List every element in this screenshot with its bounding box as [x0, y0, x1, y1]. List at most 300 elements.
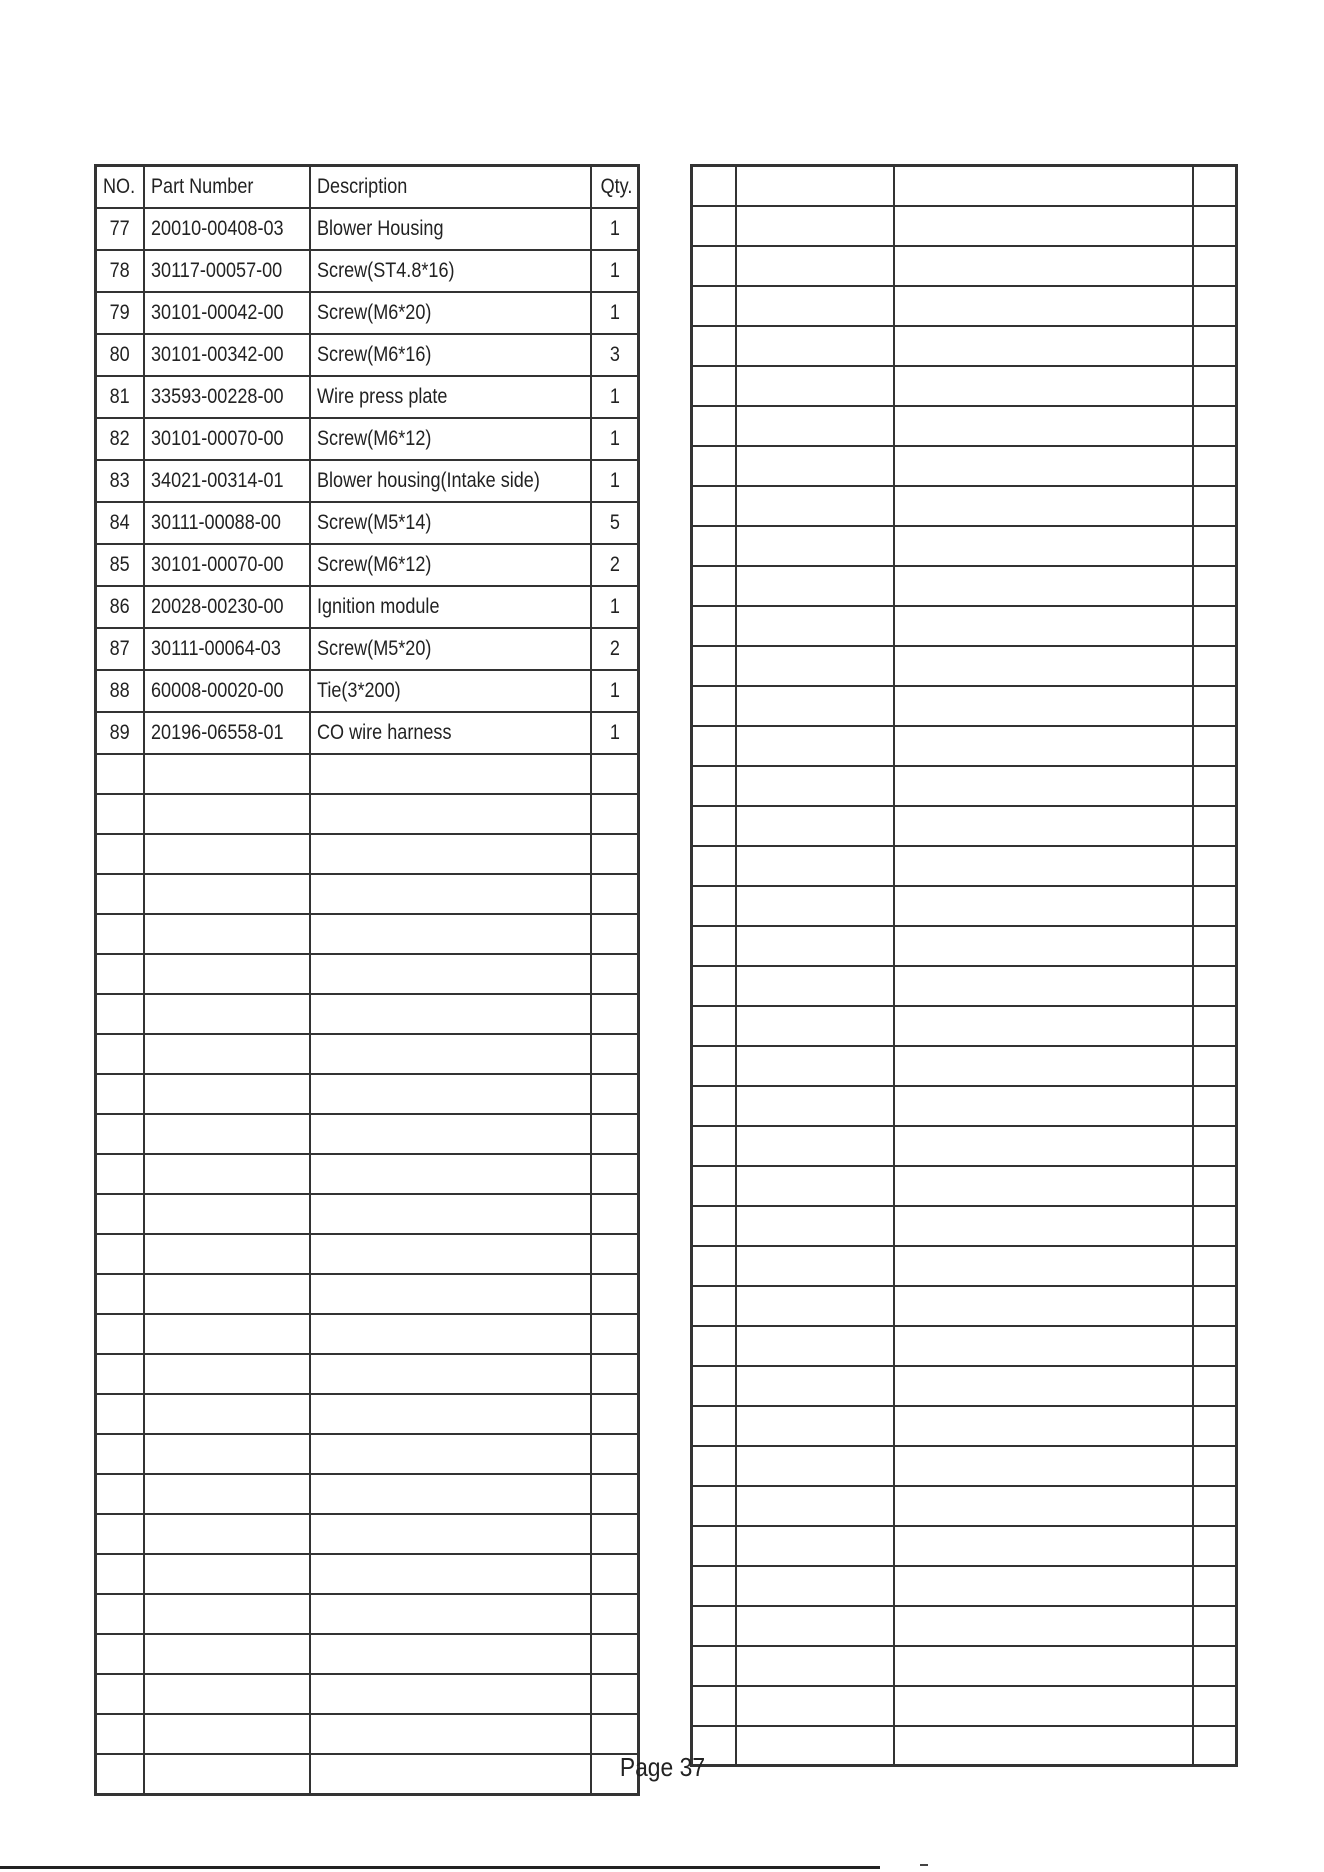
cell-no: [96, 376, 144, 418]
empty-cell: [736, 1486, 894, 1526]
cell-no-text: 80: [109, 343, 130, 366]
cell-part-number: [144, 1554, 310, 1594]
empty-table-row: [96, 1674, 639, 1714]
empty-cell: [894, 1686, 1194, 1726]
empty-cell: [894, 366, 1194, 406]
cell-no: [96, 1634, 144, 1674]
cell-qty: [591, 208, 638, 250]
cell-qty-text: 1: [609, 385, 620, 408]
cell-description: [310, 586, 592, 628]
empty-cell: [894, 966, 1194, 1006]
empty-cell: [736, 326, 894, 366]
cell-qty: [591, 586, 638, 628]
cell-part-number-text: 33593-00228-00: [150, 385, 284, 408]
empty-cell: [692, 1286, 736, 1326]
empty-cell: [894, 1206, 1194, 1246]
empty-cell: [1193, 206, 1236, 246]
cell-part-number: [144, 1394, 310, 1434]
cell-qty: [591, 502, 638, 544]
empty-cell: [1193, 446, 1236, 486]
cell-part-number: [144, 1194, 310, 1234]
empty-cell: [692, 1526, 736, 1566]
cell-part-number: [144, 954, 310, 994]
cell-no: [96, 1194, 144, 1234]
empty-cell: [1193, 366, 1236, 406]
cell-no-text: 84: [109, 511, 130, 534]
empty-table-row: [96, 1594, 639, 1634]
cell-qty-text: 1: [609, 301, 620, 324]
cell-qty-text: 2: [609, 553, 620, 576]
cell-description: [310, 1074, 592, 1114]
cell-part-number: [144, 1594, 310, 1634]
cell-no: [96, 586, 144, 628]
empty-cell: [894, 246, 1194, 286]
table-row: [96, 250, 639, 292]
cell-part-number: [144, 1714, 310, 1754]
cell-description: [310, 1154, 592, 1194]
cell-description: [310, 1594, 592, 1634]
cell-qty: [591, 1354, 638, 1394]
cell-qty-text: 1: [609, 679, 620, 702]
table-row: [96, 208, 639, 250]
cell-description: [310, 502, 592, 544]
cell-description: [310, 376, 592, 418]
empty-cell: [894, 886, 1194, 926]
cell-qty: [591, 1634, 638, 1674]
cell-no-text: 85: [109, 553, 130, 576]
cell-qty-text: 1: [609, 595, 620, 618]
empty-table-row: [692, 1686, 1237, 1726]
empty-cell: [1193, 1446, 1236, 1486]
empty-table-row: [96, 1514, 639, 1554]
empty-table-row: [692, 326, 1237, 366]
cell-qty: [591, 292, 638, 334]
empty-cell: [1193, 566, 1236, 606]
empty-table-row: [96, 874, 639, 914]
empty-table-row: [692, 486, 1237, 526]
cell-part-number: [144, 376, 310, 418]
empty-table-row: [692, 366, 1237, 406]
cell-qty: [591, 1594, 638, 1634]
cell-qty-text: 1: [609, 469, 620, 492]
cell-description: [310, 794, 592, 834]
header-no-label: NO.: [103, 175, 136, 198]
cell-qty: [591, 914, 638, 954]
empty-cell: [894, 1286, 1194, 1326]
empty-cell: [736, 1286, 894, 1326]
empty-table-row: [96, 1554, 639, 1594]
empty-cell: [736, 486, 894, 526]
empty-table-row: [96, 1474, 639, 1514]
empty-table-row: [692, 886, 1237, 926]
cell-qty: [591, 1114, 638, 1154]
cell-qty-text: 1: [609, 721, 620, 744]
empty-cell: [894, 566, 1194, 606]
empty-cell: [692, 1126, 736, 1166]
cell-part-number: [144, 1314, 310, 1354]
cell-no: [96, 914, 144, 954]
empty-cell: [894, 1126, 1194, 1166]
bottom-tick-mark: [920, 1864, 928, 1866]
empty-cell: [894, 766, 1194, 806]
table-row: [96, 460, 639, 502]
empty-cell: [692, 766, 736, 806]
cell-no: [96, 1394, 144, 1434]
cell-qty: [591, 1714, 638, 1754]
cell-description-text: Screw(ST4.8*16): [316, 259, 455, 282]
empty-cell: [1193, 1686, 1236, 1726]
cell-qty: [591, 1034, 638, 1074]
cell-part-number: [144, 754, 310, 794]
empty-cell: [1193, 1086, 1236, 1126]
cell-qty: [591, 834, 638, 874]
empty-table-row: [96, 1074, 639, 1114]
empty-table-row: [96, 994, 639, 1034]
cell-description: [310, 1634, 592, 1674]
cell-no: [96, 874, 144, 914]
empty-table-row: [692, 726, 1237, 766]
bottom-rule: [0, 1866, 880, 1869]
cell-description: [310, 1514, 592, 1554]
cell-part-number-text: 30101-00070-00: [150, 427, 284, 450]
cell-qty: [591, 1154, 638, 1194]
cell-description-text: Blower housing(Intake side): [316, 469, 540, 492]
empty-table-row: [692, 1446, 1237, 1486]
empty-cell: [692, 526, 736, 566]
empty-cell: [736, 1246, 894, 1286]
cell-no: [96, 1114, 144, 1154]
empty-cell: [1193, 966, 1236, 1006]
cell-qty: [591, 1194, 638, 1234]
cell-qty: [591, 874, 638, 914]
empty-cell: [692, 606, 736, 646]
empty-cell: [736, 1326, 894, 1366]
cell-no: [96, 1234, 144, 1274]
cell-no: [96, 1674, 144, 1714]
header-no: [96, 166, 144, 209]
cell-part-number: [144, 586, 310, 628]
cell-description: [310, 250, 592, 292]
empty-cell: [692, 1366, 736, 1406]
empty-table-row: [692, 806, 1237, 846]
cell-description: [310, 954, 592, 994]
cell-description: [310, 1194, 592, 1234]
cell-description: [310, 208, 592, 250]
empty-cell: [894, 1086, 1194, 1126]
empty-cell: [692, 966, 736, 1006]
empty-cell: [1193, 406, 1236, 446]
cell-part-number: [144, 1234, 310, 1274]
empty-cell: [894, 526, 1194, 566]
empty-cell: [736, 526, 894, 566]
empty-cell: [1193, 1606, 1236, 1646]
empty-cell: [736, 806, 894, 846]
empty-table-row: [692, 446, 1237, 486]
cell-no: [96, 1474, 144, 1514]
cell-description: [310, 292, 592, 334]
cell-qty: [591, 712, 638, 754]
empty-cell: [736, 606, 894, 646]
empty-cell: [894, 1246, 1194, 1286]
empty-cell: [692, 1006, 736, 1046]
cell-part-number: [144, 502, 310, 544]
empty-cell: [1193, 1326, 1236, 1366]
cell-qty-text: 1: [609, 427, 620, 450]
empty-cell: [1193, 646, 1236, 686]
empty-table-row: [96, 1354, 639, 1394]
cell-description: [310, 670, 592, 712]
cell-description-text: Screw(M6*20): [316, 301, 432, 324]
cell-part-number-text: 20196-06558-01: [150, 721, 284, 744]
cell-qty: [591, 1474, 638, 1514]
cell-no-text: 89: [109, 721, 130, 744]
table-header-row: [96, 166, 639, 209]
cell-description: [310, 1314, 592, 1354]
empty-table-row: [692, 1126, 1237, 1166]
empty-table-row: [692, 646, 1237, 686]
cell-part-number: [144, 1434, 310, 1474]
empty-cell: [894, 1326, 1194, 1366]
cell-description-text: Screw(M6*12): [316, 553, 432, 576]
empty-table-row: [692, 1646, 1237, 1686]
cell-description: [310, 1354, 592, 1394]
cell-description: [310, 1234, 592, 1274]
cell-no: [96, 670, 144, 712]
cell-part-number: [144, 1154, 310, 1194]
empty-cell: [692, 1686, 736, 1726]
empty-cell: [1193, 286, 1236, 326]
cell-part-number: [144, 628, 310, 670]
empty-table-row: [692, 686, 1237, 726]
empty-cell: [736, 1606, 894, 1646]
empty-cell: [692, 406, 736, 446]
table-row: [96, 544, 639, 586]
empty-cell: [894, 726, 1194, 766]
empty-cell: [692, 1046, 736, 1086]
cell-description-text: Ignition module: [316, 595, 440, 618]
empty-cell: [736, 366, 894, 406]
cell-qty: [591, 1674, 638, 1714]
cell-part-number: [144, 1074, 310, 1114]
table-row: [96, 376, 639, 418]
empty-table-row: [692, 1086, 1237, 1126]
empty-cell: [1193, 1486, 1236, 1526]
header-part-number: [144, 166, 310, 209]
empty-cell: [692, 446, 736, 486]
empty-cell: [692, 566, 736, 606]
empty-cell: [692, 326, 736, 366]
empty-cell: [894, 1406, 1194, 1446]
empty-table-row: [96, 1394, 639, 1434]
cell-no-text: 81: [109, 385, 130, 408]
empty-cell: [1193, 1246, 1236, 1286]
empty-cell: [736, 646, 894, 686]
empty-cell: [1193, 1126, 1236, 1166]
cell-no: [96, 994, 144, 1034]
cell-qty: [591, 460, 638, 502]
empty-table-row: [96, 834, 639, 874]
empty-cell: [1193, 1526, 1236, 1566]
cell-qty: [591, 418, 638, 460]
empty-table-row: [692, 206, 1237, 246]
cell-no: [96, 1514, 144, 1554]
cell-qty: [591, 1514, 638, 1554]
empty-cell: [692, 726, 736, 766]
empty-cell: [692, 1566, 736, 1606]
cell-part-number: [144, 834, 310, 874]
cell-qty: [591, 954, 638, 994]
cell-no: [96, 1274, 144, 1314]
empty-cell: [894, 1646, 1194, 1686]
header-description: [310, 166, 592, 209]
cell-qty-text: 1: [609, 259, 620, 282]
empty-cell: [894, 846, 1194, 886]
empty-cell: [692, 646, 736, 686]
table-row: [96, 712, 639, 754]
empty-cell: [1193, 846, 1236, 886]
empty-cell: [1193, 1046, 1236, 1086]
cell-no: [96, 460, 144, 502]
empty-table-row: [96, 1034, 639, 1074]
empty-cell: [894, 1046, 1194, 1086]
empty-cell: [692, 686, 736, 726]
empty-cell: [894, 646, 1194, 686]
empty-table-row: [692, 286, 1237, 326]
empty-table-row: [96, 1274, 639, 1314]
cell-description-text: CO wire harness: [316, 721, 452, 744]
empty-cell: [692, 246, 736, 286]
empty-table-row: [96, 1634, 639, 1674]
empty-cell: [894, 446, 1194, 486]
cell-no: [96, 1354, 144, 1394]
empty-cell: [1193, 1646, 1236, 1686]
cell-no: [96, 208, 144, 250]
cell-part-number: [144, 208, 310, 250]
empty-cell: [692, 1486, 736, 1526]
cell-description: [310, 834, 592, 874]
empty-cell: [692, 366, 736, 406]
cell-no: [96, 834, 144, 874]
empty-table-row: [96, 754, 639, 794]
empty-cell: [692, 286, 736, 326]
cell-qty: [591, 1394, 638, 1434]
cell-no-text: 87: [109, 637, 130, 660]
empty-cell: [692, 886, 736, 926]
cell-qty-text: 2: [609, 637, 620, 660]
cell-description: [310, 544, 592, 586]
empty-cell: [1193, 526, 1236, 566]
empty-cell: [736, 1526, 894, 1566]
cell-no: [96, 502, 144, 544]
empty-cell: [692, 1246, 736, 1286]
empty-table-row: [96, 1714, 639, 1754]
cell-part-number: [144, 670, 310, 712]
cell-qty: [591, 376, 638, 418]
cell-description: [310, 1274, 592, 1314]
cell-description: [310, 418, 592, 460]
cell-qty-text: 5: [609, 511, 620, 534]
cell-description: [310, 874, 592, 914]
cell-no: [96, 754, 144, 794]
empty-table-row: [692, 1326, 1237, 1366]
empty-table-row: [692, 1566, 1237, 1606]
cell-part-number: [144, 544, 310, 586]
cell-description: [310, 914, 592, 954]
empty-cell: [736, 1126, 894, 1166]
cell-no: [96, 292, 144, 334]
empty-cell: [736, 446, 894, 486]
cell-description: [310, 994, 592, 1034]
empty-cell: [692, 806, 736, 846]
empty-cell: [894, 1006, 1194, 1046]
empty-cell: [736, 1046, 894, 1086]
cell-part-number: [144, 334, 310, 376]
empty-cell: [894, 1366, 1194, 1406]
empty-cell: [1193, 926, 1236, 966]
page-number-label: Page 37: [619, 1752, 705, 1782]
cell-no: [96, 418, 144, 460]
cell-qty: [591, 1074, 638, 1114]
parts-table-right: [690, 164, 1238, 1767]
cell-description: [310, 1114, 592, 1154]
cell-no-text: 78: [109, 259, 130, 282]
empty-table-row: [96, 1154, 639, 1194]
cell-part-number: [144, 794, 310, 834]
cell-qty: [591, 670, 638, 712]
cell-description: [310, 460, 592, 502]
empty-cell: [692, 1206, 736, 1246]
cell-part-number: [144, 1634, 310, 1674]
cell-no-text: 86: [109, 595, 130, 618]
cell-qty: [591, 250, 638, 292]
empty-cell: [692, 1406, 736, 1446]
empty-cell: [736, 166, 894, 206]
cell-part-number: [144, 250, 310, 292]
empty-cell: [736, 206, 894, 246]
cell-no-text: 83: [109, 469, 130, 492]
cell-qty-text: 3: [609, 343, 620, 366]
empty-table-row: [692, 1006, 1237, 1046]
cell-qty: [591, 334, 638, 376]
empty-cell: [736, 1366, 894, 1406]
empty-table-row: [692, 1286, 1237, 1326]
cell-part-number: [144, 418, 310, 460]
cell-qty: [591, 1434, 638, 1474]
empty-cell: [894, 1446, 1194, 1486]
cell-part-number: [144, 1514, 310, 1554]
cell-part-number: [144, 1674, 310, 1714]
cell-description: [310, 1434, 592, 1474]
header-qty: [591, 166, 638, 209]
empty-table-row: [692, 1046, 1237, 1086]
empty-cell: [1193, 1406, 1236, 1446]
cell-qty: [591, 994, 638, 1034]
empty-cell: [1193, 606, 1236, 646]
empty-cell: [736, 766, 894, 806]
cell-part-number: [144, 874, 310, 914]
cell-description: [310, 1474, 592, 1514]
empty-cell: [736, 406, 894, 446]
cell-no-text: 88: [109, 679, 130, 702]
empty-cell: [1193, 726, 1236, 766]
empty-table-row: [96, 1434, 639, 1474]
empty-cell: [1193, 686, 1236, 726]
cell-description-text: Screw(M6*16): [316, 343, 432, 366]
cell-part-number: [144, 1034, 310, 1074]
cell-description: [310, 1554, 592, 1594]
empty-table-row: [692, 926, 1237, 966]
cell-no: [96, 1714, 144, 1754]
